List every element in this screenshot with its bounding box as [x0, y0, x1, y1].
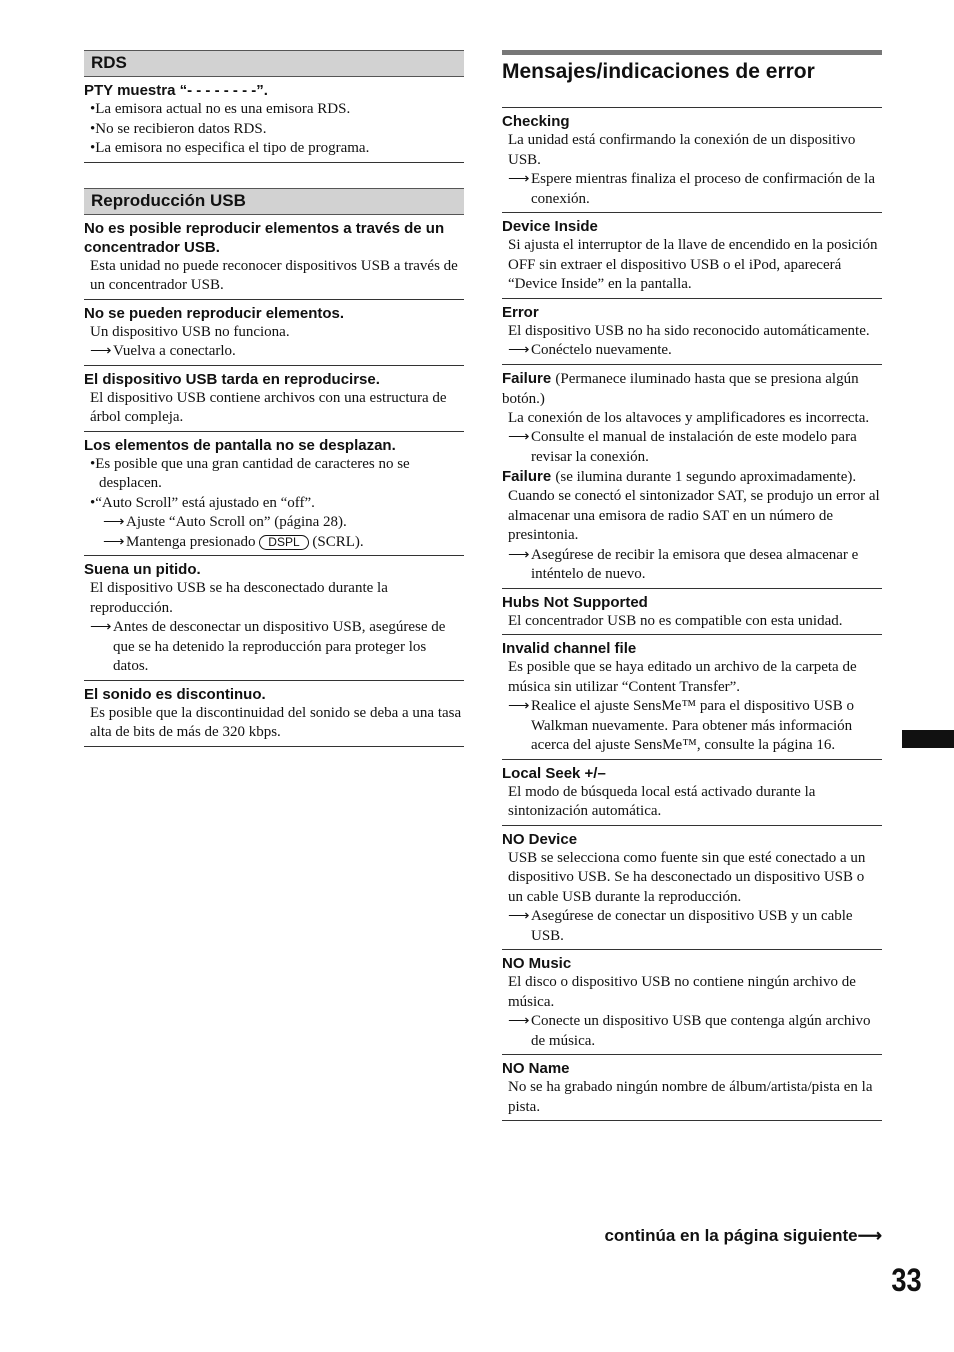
item-heading: NO Name [502, 1060, 570, 1077]
item-heading: Suena un pitido. [84, 561, 201, 578]
usb-item [84, 300, 464, 366]
item-heading: NO Music [502, 955, 572, 972]
item-remedy: ⟶Conéctelo nuevamente. [502, 341, 882, 361]
dspl-key: DSPL [259, 535, 308, 550]
arrow-right-icon: ⟶ [508, 429, 530, 445]
error-item [502, 1055, 882, 1121]
error-item [502, 299, 882, 365]
item-heading: PTY muestra “- - - - - - - -”. [84, 82, 268, 99]
arrow-right-icon: ⟶ [857, 1226, 882, 1245]
item-heading: Los elementos de pantalla no se desplazan. [84, 436, 396, 454]
bullet: •Es posible que una gran cantidad de caracteres no se desplacen. [90, 455, 410, 491]
item-text: Es posible que se haya editado un archivo de la carpeta de música sin utilizar “Content Transfer”. [508, 659, 857, 695]
continue-note: continúa en la página siguiente⟶ [604, 1226, 882, 1245]
error-item [502, 365, 882, 589]
item-heading: Local Seek +/– [502, 764, 606, 782]
item-text: USB se selecciona como fuente sin que esté conectado a un dispositivo USB. Se ha desconectado un dispositivo USB o un cable USB durante la reproducción. [508, 849, 866, 905]
item-text: El modo de búsqueda local está activado durante la sintonización automática. [508, 783, 816, 819]
right-column [502, 50, 882, 1121]
usb-item [84, 432, 464, 557]
error-item [502, 589, 882, 636]
section-title-rds: RDS [84, 50, 464, 77]
error-item [502, 108, 882, 213]
error-item [502, 950, 882, 1055]
item-heading: Invalid channel file [502, 640, 637, 657]
item-text: Cuando se conectó el sintonizador SAT, se produjo un error al almacenar una emisora de radio SAT en un número de presintonia. [508, 488, 880, 543]
usb-item [84, 366, 464, 432]
item-remedy: ⟶Espere mientras finaliza el proceso de confirmación de la conexión. [508, 171, 876, 207]
item-heading: El sonido es discontinuo. [84, 685, 266, 703]
page-number: 33 [891, 1262, 922, 1298]
item-remedy: ⟶Vuelva a conectarlo. [84, 342, 464, 362]
item-text: Es posible que la discontinuidad del sonido se deba a una tasa alta de bits de más de 320 kbps. [90, 704, 462, 740]
section-title-errors: Mensajes/indicaciones de error [502, 55, 882, 108]
error-item [502, 760, 882, 826]
arrow-right-icon: ⟶ [508, 171, 530, 187]
error-item [502, 826, 882, 951]
usb-item [84, 215, 464, 300]
item-remedy: ⟶Mantenga presionado DSPL (SCRL). [84, 533, 464, 553]
left-column [84, 50, 464, 747]
item-heading: Hubs Not Supported [502, 593, 648, 611]
arrow-right-icon: ⟶ [508, 546, 530, 563]
item-heading: NO Device [502, 830, 578, 848]
item-text: No se ha grabado ningún nombre de álbum/artista/pista en la pista. [508, 1079, 873, 1115]
item-text: Esta unidad no puede reconocer dispositivos USB a través de un concentrador USB. [90, 257, 458, 293]
arrow-right-icon: ⟶ [508, 342, 530, 358]
error-item [502, 635, 882, 760]
arrow-right-icon: ⟶ [90, 343, 112, 359]
item-text: El dispositivo USB contiene archivos con una estructura de árbol compleja. [90, 389, 447, 425]
item-remedy: ⟶Antes de desconectar un dispositivo USB, asegúrese de que se ha detenido la reproducción para proteger los datos. [90, 619, 446, 674]
item-heading: El dispositivo USB tarda en reproducirse. [84, 370, 380, 388]
item-remedy: ⟶Asegúrese de conectar un dispositivo USB y un cable USB. [508, 908, 853, 944]
item-remedy: ⟶Realice el ajuste SensMe™ para el dispositivo USB o Walkman nuevamente. Para obtener más información acerca del ajuste SensMe™, consulte la página 16. [508, 698, 854, 753]
item-heading: Device Inside [502, 218, 598, 235]
arrow-right-icon: ⟶ [508, 908, 530, 924]
item-text: Un dispositivo USB no funciona. [90, 323, 290, 340]
error-item [502, 213, 882, 299]
bullet: •No se recibieron datos RDS. [90, 120, 267, 137]
section-title-usb: Reproducción USB [84, 188, 464, 215]
item-text: El dispositivo USB no ha sido reconocido automáticamente. [508, 322, 870, 339]
item-heading: No es posible reproducir elementos a través de un concentrador USB. [84, 219, 445, 256]
item-heading: Failure (se ilumina durante 1 segundo aproximadamente). [502, 468, 857, 485]
rds-item [84, 77, 464, 163]
item-text: La unidad está confirmando la conexión de un dispositivo USB. [508, 132, 856, 168]
item-text: El disco o dispositivo USB no contiene ningún archivo de música. [508, 974, 856, 1010]
item-remedy: ⟶Conecte un dispositivo USB que contenga algún archivo de música. [508, 1013, 871, 1049]
item-text: El concentrador USB no es compatible con esta unidad. [508, 612, 843, 629]
item-heading: No se pueden reproducir elementos. [84, 304, 345, 322]
usb-item [84, 681, 464, 747]
bullet: •“Auto Scroll” está ajustado en “off”. [90, 494, 315, 511]
item-remedy: ⟶Consulte el manual de instalación de este modelo para revisar la conexión. [508, 429, 857, 465]
item-text: Si ajusta el interruptor de la llave de encendido en la posición OFF sin extraer el dispositivo USB o el iPod, aparecerá “Device Inside” en la pantalla. [508, 237, 878, 292]
section-tab-marker [902, 730, 954, 748]
item-remedy: ⟶Ajuste “Auto Scroll on” (página 28). [84, 513, 464, 533]
arrow-right-icon: ⟶ [90, 619, 112, 635]
item-text: La conexión de los altavoces y amplificadores es incorrecta. [508, 409, 870, 426]
arrow-right-icon: ⟶ [103, 533, 125, 550]
item-remedy: ⟶Asegúrese de recibir la emisora que desea almacenar e inténtelo de nuevo. [508, 546, 859, 582]
item-heading: Checking [502, 113, 570, 130]
arrow-right-icon: ⟶ [103, 514, 125, 530]
item-heading: Error [502, 303, 539, 321]
bullet: •La emisora actual no es una emisora RDS. [90, 101, 351, 117]
arrow-right-icon: ⟶ [508, 698, 530, 714]
item-text: El dispositivo USB se ha desconectado durante la reproducción. [90, 580, 388, 616]
bullet: •La emisora no especifica el tipo de programa. [90, 140, 370, 156]
arrow-right-icon: ⟶ [508, 1013, 530, 1029]
usb-item [84, 556, 464, 681]
item-heading: Failure (Permanece iluminado hasta que se presiona algún botón.) [502, 369, 859, 407]
